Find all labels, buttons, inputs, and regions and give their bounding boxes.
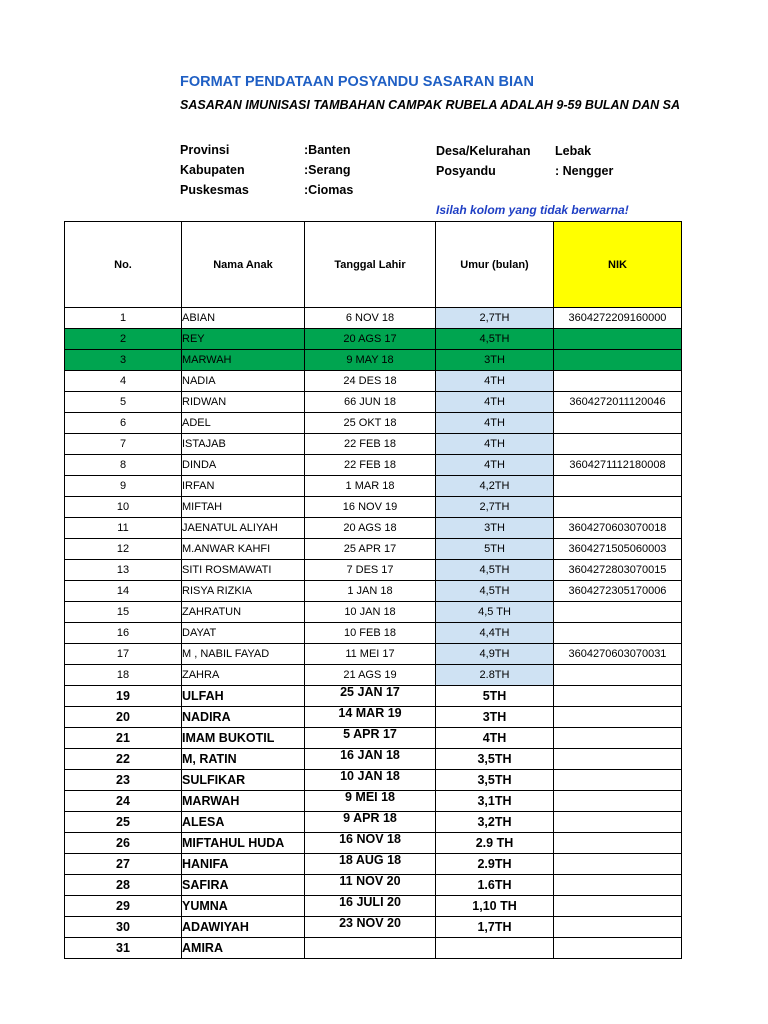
cell-no[interactable]: 26: [65, 833, 182, 854]
cell-nik[interactable]: [554, 728, 682, 749]
table-row: [65, 917, 682, 938]
puskesmas-label: Puskesmas: [180, 183, 249, 197]
cell-age[interactable]: 1,10 TH: [436, 896, 554, 917]
cell-no[interactable]: 16: [65, 623, 182, 644]
cell-dob[interactable]: 1 JAN 18: [305, 581, 436, 602]
table-row: [65, 707, 682, 728]
table-row: [65, 455, 682, 476]
cell-nik[interactable]: [554, 749, 682, 770]
table-row: [65, 665, 682, 686]
cell-dob[interactable]: 9 MAY 18: [305, 350, 436, 371]
table-row: [65, 329, 682, 350]
cell-dob[interactable]: 21 AGS 19: [305, 665, 436, 686]
cell-age[interactable]: 3TH: [436, 518, 554, 539]
cell-name[interactable]: JAENATUL ALIYAH: [182, 518, 305, 539]
document-title: FORMAT PENDATAAN POSYANDU SASARAN BIAN: [180, 74, 534, 90]
cell-age[interactable]: 3TH: [436, 707, 554, 728]
cell-dob[interactable]: 5 APR 17: [305, 728, 436, 749]
table-row: [65, 686, 682, 707]
cell-name[interactable]: MARWAH: [182, 350, 305, 371]
cell-dob[interactable]: 16 JULI 20: [305, 896, 436, 917]
table-row: [65, 350, 682, 371]
table-row: [65, 875, 682, 896]
cell-name[interactable]: M , NABIL FAYAD: [182, 644, 305, 665]
cell-nik[interactable]: [554, 371, 682, 392]
cell-age[interactable]: 5TH: [436, 686, 554, 707]
cell-dob[interactable]: 6 NOV 18: [305, 308, 436, 329]
cell-age[interactable]: 3,1TH: [436, 791, 554, 812]
cell-no[interactable]: 20: [65, 707, 182, 728]
table-row: [65, 434, 682, 455]
cell-nik[interactable]: 3604270603070018: [554, 518, 682, 539]
cell-name[interactable]: REY: [182, 329, 305, 350]
cell-dob[interactable]: 22 FEB 18: [305, 455, 436, 476]
cell-no[interactable]: 7: [65, 434, 182, 455]
cell-age[interactable]: 4,5TH: [436, 560, 554, 581]
cell-nik[interactable]: 3604271112180008: [554, 455, 682, 476]
cell-age[interactable]: 2.9TH: [436, 854, 554, 875]
cell-no[interactable]: 31: [65, 938, 182, 959]
table-row: [65, 581, 682, 602]
cell-name[interactable]: ISTAJAB: [182, 434, 305, 455]
cell-age[interactable]: 5TH: [436, 539, 554, 560]
table-header-row: [65, 222, 682, 308]
fill-instruction-note: Isilah kolom yang tidak berwarna!: [436, 203, 629, 217]
cell-dob[interactable]: 25 OKT 18: [305, 413, 436, 434]
cell-nik[interactable]: [554, 350, 682, 371]
cell-nik[interactable]: [554, 623, 682, 644]
cell-name[interactable]: MIFTAH: [182, 497, 305, 518]
cell-nik[interactable]: [554, 875, 682, 896]
cell-age[interactable]: 4TH: [436, 371, 554, 392]
cell-name[interactable]: ALESA: [182, 812, 305, 833]
table-row: [65, 854, 682, 875]
table-row: [65, 518, 682, 539]
cell-name[interactable]: MIFTAHUL HUDA: [182, 833, 305, 854]
cell-no[interactable]: 3: [65, 350, 182, 371]
cell-nik[interactable]: [554, 413, 682, 434]
header-no: No.: [65, 222, 182, 308]
cell-no[interactable]: 30: [65, 917, 182, 938]
cell-age[interactable]: 2,7TH: [436, 497, 554, 518]
cell-age[interactable]: 2,7TH: [436, 308, 554, 329]
provinsi-value: :Banten: [304, 143, 351, 157]
desa-label: Desa/Kelurahan: [436, 144, 531, 158]
cell-no[interactable]: 9: [65, 476, 182, 497]
cell-age[interactable]: 4TH: [436, 413, 554, 434]
cell-dob[interactable]: 11 NOV 20: [305, 875, 436, 896]
table-row: [65, 413, 682, 434]
cell-name[interactable]: MARWAH: [182, 791, 305, 812]
cell-nik[interactable]: [554, 812, 682, 833]
cell-no[interactable]: 24: [65, 791, 182, 812]
cell-no[interactable]: 19: [65, 686, 182, 707]
table-row: [65, 560, 682, 581]
cell-nik[interactable]: [554, 896, 682, 917]
table-row: [65, 938, 682, 959]
cell-nik[interactable]: 3604270603070031: [554, 644, 682, 665]
cell-name[interactable]: SITI ROSMAWATI: [182, 560, 305, 581]
cell-nik[interactable]: 3604272803070015: [554, 560, 682, 581]
cell-no[interactable]: 1: [65, 308, 182, 329]
cell-nik[interactable]: [554, 938, 682, 959]
cell-no[interactable]: 27: [65, 854, 182, 875]
cell-age[interactable]: 3,2TH: [436, 812, 554, 833]
table-row: [65, 371, 682, 392]
cell-age[interactable]: 4TH: [436, 434, 554, 455]
cell-dob[interactable]: 9 MEI 18: [305, 791, 436, 812]
cell-dob[interactable]: 16 JAN 18: [305, 749, 436, 770]
header-name: Nama Anak: [182, 222, 305, 308]
kabupaten-value: :Serang: [304, 163, 351, 177]
cell-nik[interactable]: [554, 665, 682, 686]
kabupaten-label: Kabupaten: [180, 163, 245, 177]
cell-age[interactable]: 1.6TH: [436, 875, 554, 896]
cell-no[interactable]: 11: [65, 518, 182, 539]
cell-name[interactable]: DAYAT: [182, 623, 305, 644]
table-row: [65, 623, 682, 644]
cell-name[interactable]: NADIA: [182, 371, 305, 392]
cell-age[interactable]: 3,5TH: [436, 770, 554, 791]
cell-name[interactable]: ABIAN: [182, 308, 305, 329]
cell-no[interactable]: 12: [65, 539, 182, 560]
cell-nik[interactable]: [554, 497, 682, 518]
cell-nik[interactable]: [554, 329, 682, 350]
cell-name[interactable]: SULFIKAR: [182, 770, 305, 791]
cell-no[interactable]: 15: [65, 602, 182, 623]
cell-dob[interactable]: 66 JUN 18: [305, 392, 436, 413]
cell-age[interactable]: 4,2TH: [436, 476, 554, 497]
cell-dob[interactable]: 25 APR 17: [305, 539, 436, 560]
cell-dob[interactable]: 20 AGS 18: [305, 518, 436, 539]
cell-dob[interactable]: 10 FEB 18: [305, 623, 436, 644]
table-row: [65, 791, 682, 812]
cell-age[interactable]: 4,5 TH: [436, 602, 554, 623]
cell-name[interactable]: YUMNA: [182, 896, 305, 917]
posyandu-label: Posyandu: [436, 164, 496, 178]
cell-no[interactable]: 25: [65, 812, 182, 833]
cell-no[interactable]: 21: [65, 728, 182, 749]
cell-name[interactable]: ULFAH: [182, 686, 305, 707]
cell-age[interactable]: 4,5TH: [436, 581, 554, 602]
puskesmas-value: :Ciomas: [304, 183, 354, 197]
table-row: [65, 728, 682, 749]
cell-dob[interactable]: 24 DES 18: [305, 371, 436, 392]
cell-nik[interactable]: [554, 686, 682, 707]
cell-nik[interactable]: [554, 854, 682, 875]
cell-dob[interactable]: 16 NOV 18: [305, 833, 436, 854]
cell-name[interactable]: M, RATIN: [182, 749, 305, 770]
cell-dob[interactable]: 18 AUG 18: [305, 854, 436, 875]
cell-name[interactable]: ZAHRATUN: [182, 602, 305, 623]
cell-name[interactable]: SAFIRA: [182, 875, 305, 896]
cell-nik[interactable]: 3604272011120046: [554, 392, 682, 413]
cell-name[interactable]: IRFAN: [182, 476, 305, 497]
table-row: [65, 539, 682, 560]
cell-dob[interactable]: 1 MAR 18: [305, 476, 436, 497]
cell-nik[interactable]: [554, 917, 682, 938]
table-row: [65, 308, 682, 329]
cell-age[interactable]: 4TH: [436, 728, 554, 749]
cell-no[interactable]: 2: [65, 329, 182, 350]
table-row: [65, 476, 682, 497]
cell-age[interactable]: 4TH: [436, 392, 554, 413]
cell-age[interactable]: 4,9TH: [436, 644, 554, 665]
posyandu-value: : Nengger: [555, 164, 614, 178]
cell-nik[interactable]: [554, 434, 682, 455]
cell-no[interactable]: 4: [65, 371, 182, 392]
cell-age[interactable]: 4,5TH: [436, 329, 554, 350]
table-row: [65, 644, 682, 665]
header-nik: NIK: [554, 222, 682, 308]
data-table: [64, 221, 682, 959]
cell-nik[interactable]: [554, 707, 682, 728]
cell-age[interactable]: 1,7TH: [436, 917, 554, 938]
table-row: [65, 896, 682, 917]
desa-value: Lebak: [555, 144, 592, 158]
cell-nik[interactable]: [554, 770, 682, 791]
cell-no[interactable]: 22: [65, 749, 182, 770]
cell-dob[interactable]: 20 AGS 17: [305, 329, 436, 350]
cell-no[interactable]: 17: [65, 644, 182, 665]
document-subtitle: SASARAN IMUNISASI TAMBAHAN CAMPAK RUBELA ADALAH 9-59 BULAN DAN SA: [180, 98, 680, 112]
cell-dob[interactable]: 10 JAN 18: [305, 770, 436, 791]
cell-name[interactable]: ZAHRA: [182, 665, 305, 686]
cell-dob[interactable]: 9 APR 18: [305, 812, 436, 833]
cell-name[interactable]: NADIRA: [182, 707, 305, 728]
cell-name[interactable]: ADAWIYAH: [182, 917, 305, 938]
cell-dob[interactable]: 23 NOV 20: [305, 917, 436, 938]
cell-dob[interactable]: 14 MAR 19: [305, 707, 436, 728]
cell-nik[interactable]: [554, 602, 682, 623]
cell-no[interactable]: 29: [65, 896, 182, 917]
cell-dob[interactable]: 22 FEB 18: [305, 434, 436, 455]
cell-no[interactable]: 28: [65, 875, 182, 896]
cell-age[interactable]: 2.8TH: [436, 665, 554, 686]
cell-age[interactable]: [436, 938, 554, 959]
cell-dob[interactable]: 25 JAN 17: [305, 686, 436, 707]
cell-name[interactable]: RISYA RIZKIA: [182, 581, 305, 602]
cell-dob[interactable]: 7 DES 17: [305, 560, 436, 581]
header-dob: Tanggal Lahir: [305, 222, 436, 308]
cell-dob[interactable]: 10 JAN 18: [305, 602, 436, 623]
table-row: [65, 833, 682, 854]
cell-nik[interactable]: 3604272209160000: [554, 308, 682, 329]
cell-dob[interactable]: 16 NOV 19: [305, 497, 436, 518]
table-row: [65, 749, 682, 770]
cell-dob[interactable]: 11 MEI 17: [305, 644, 436, 665]
table-row: [65, 602, 682, 623]
cell-nik[interactable]: 3604271505060003: [554, 539, 682, 560]
cell-name[interactable]: HANIFA: [182, 854, 305, 875]
cell-name[interactable]: AMIRA: [182, 938, 305, 959]
cell-no[interactable]: 6: [65, 413, 182, 434]
cell-name[interactable]: RIDWAN: [182, 392, 305, 413]
table-row: [65, 812, 682, 833]
table-row: [65, 770, 682, 791]
cell-no[interactable]: 18: [65, 665, 182, 686]
cell-name[interactable]: IMAM BUKOTIL: [182, 728, 305, 749]
cell-nik[interactable]: [554, 833, 682, 854]
cell-age[interactable]: 2.9 TH: [436, 833, 554, 854]
cell-no[interactable]: 13: [65, 560, 182, 581]
cell-nik[interactable]: [554, 476, 682, 497]
cell-age[interactable]: 3TH: [436, 350, 554, 371]
cell-name[interactable]: ADEL: [182, 413, 305, 434]
table-row: [65, 497, 682, 518]
table-row: [65, 392, 682, 413]
cell-name[interactable]: DINDA: [182, 455, 305, 476]
provinsi-label: Provinsi: [180, 143, 230, 157]
cell-nik[interactable]: [554, 791, 682, 812]
table-body: [65, 308, 682, 959]
cell-dob[interactable]: [305, 938, 436, 959]
cell-age[interactable]: 4TH: [436, 455, 554, 476]
cell-no[interactable]: 5: [65, 392, 182, 413]
cell-no[interactable]: 14: [65, 581, 182, 602]
header-age: Umur (bulan): [436, 222, 554, 308]
cell-age[interactable]: 3,5TH: [436, 749, 554, 770]
cell-name[interactable]: M.ANWAR KAHFI: [182, 539, 305, 560]
cell-no[interactable]: 10: [65, 497, 182, 518]
cell-no[interactable]: 8: [65, 455, 182, 476]
cell-age[interactable]: 4,4TH: [436, 623, 554, 644]
cell-no[interactable]: 23: [65, 770, 182, 791]
cell-nik[interactable]: 3604272305170006: [554, 581, 682, 602]
